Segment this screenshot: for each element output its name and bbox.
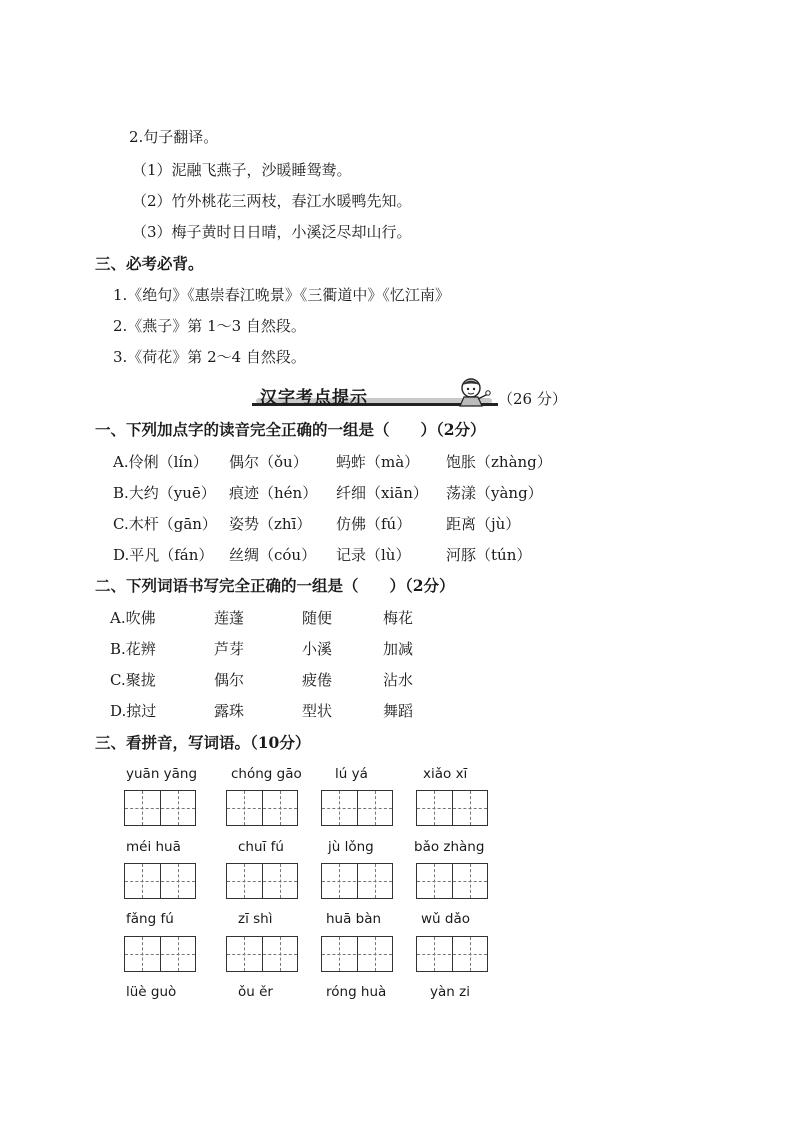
pinyin-label: lüè guò	[126, 984, 177, 1000]
q1-option: 河豚（tún）	[446, 546, 532, 564]
q3-heading: 三、看拼音，写词语。（10分）	[95, 733, 311, 752]
q2-option: 疲倦	[302, 671, 333, 689]
writing-grid[interactable]	[124, 936, 196, 972]
q1-option: 痕迹（hén）	[229, 484, 318, 502]
writing-grid[interactable]	[226, 790, 298, 826]
translate-item-1: （1）泥融飞燕子，沙暖睡鸳鸯。	[132, 161, 352, 179]
writing-grid[interactable]	[124, 863, 196, 899]
pinyin-label: yàn zi	[430, 984, 470, 1000]
q2-option: 沾水	[383, 671, 414, 689]
q2-option: 偶尔	[214, 671, 245, 689]
pinyin-label: lú yá	[335, 766, 368, 782]
recite-item-2: 2.《燕子》第 1～3 自然段。	[113, 317, 306, 335]
translate-item-2: （2）竹外桃花三两枝，春江水暖鸭先知。	[132, 192, 412, 210]
q1-option: 荡漾（yàng）	[446, 484, 543, 502]
q2-option: 梅花	[383, 609, 414, 627]
pinyin-label: jù lǒng	[328, 839, 374, 855]
writing-grid[interactable]	[321, 936, 393, 972]
q1-option: 距离（jù）	[446, 515, 521, 533]
writing-grid[interactable]	[226, 936, 298, 972]
q1-option: C.木杆（gān）	[113, 515, 217, 533]
q1-heading: 一、下列加点字的读音完全正确的一组是（ ）（2分）	[95, 420, 486, 439]
writing-grid[interactable]	[321, 790, 393, 826]
q2-option: A.吹佛	[110, 609, 156, 627]
q2-option: B.花辨	[110, 640, 156, 658]
pinyin-label: róng huà	[326, 984, 387, 1000]
banner-title: 汉字考点提示	[260, 388, 368, 408]
banner-score: （26 分）	[498, 390, 567, 408]
pinyin-label: chóng gāo	[231, 766, 302, 782]
q2-option: 加减	[383, 640, 414, 658]
pinyin-label: méi huā	[126, 839, 181, 855]
pinyin-label: yuān yāng	[126, 766, 198, 782]
pinyin-label: ǒu ěr	[238, 984, 273, 1000]
q2-option: 露珠	[214, 702, 245, 720]
writing-grid[interactable]	[226, 863, 298, 899]
q1-option: D.平凡（fán）	[113, 546, 214, 564]
q1-option: 饱胀（zhàng）	[446, 453, 552, 471]
writing-grid[interactable]	[416, 936, 488, 972]
writing-grid[interactable]	[124, 790, 196, 826]
q1-option: 姿势（zhī）	[229, 515, 312, 533]
writing-grid[interactable]	[416, 790, 488, 826]
q2-option: C.聚拢	[110, 671, 156, 689]
q1-option: 偶尔（ǒu）	[229, 453, 308, 471]
pinyin-label: wǔ dǎo	[421, 911, 470, 927]
pinyin-label: fǎng fú	[126, 911, 174, 927]
pinyin-label: xiǎo xī	[423, 766, 468, 782]
q2-option: D.掠过	[110, 702, 157, 720]
recite-item-3: 3.《荷花》第 2～4 自然段。	[113, 348, 306, 366]
cartoon-kid-icon	[456, 376, 492, 410]
q1-option: 仿佛（fú）	[336, 515, 412, 533]
q2-option: 随便	[302, 609, 333, 627]
q2-option: 小溪	[302, 640, 333, 658]
q2-heading: 二、下列词语书写完全正确的一组是（ ）（2分）	[95, 576, 455, 595]
q1-option: 蚂蚱（mà）	[336, 453, 420, 471]
q2-option: 舞蹈	[383, 702, 414, 720]
q1-option: 丝绸（cóu）	[229, 546, 317, 564]
pinyin-label: huā bàn	[326, 911, 382, 927]
translate-heading: 2.句子翻译。	[129, 128, 219, 146]
q2-option: 莲蓬	[214, 609, 245, 627]
q2-option: 型状	[302, 702, 333, 720]
recite-heading: 三、必考必背。	[95, 254, 204, 273]
pinyin-label: chuī fú	[238, 839, 284, 855]
q1-option: 纤细（xiān）	[336, 484, 428, 502]
q1-option: A.伶俐（lín）	[113, 453, 208, 471]
q2-option: 芦芽	[214, 640, 245, 658]
pinyin-label: zī shì	[238, 911, 273, 927]
writing-grid[interactable]	[416, 863, 488, 899]
recite-item-1: 1.《绝句》《惠崇春江晚景》《三衢道中》《忆江南》	[113, 286, 450, 304]
q1-option: 记录（lù）	[336, 546, 411, 564]
translate-item-3: （3）梅子黄时日日晴，小溪泛尽却山行。	[132, 223, 412, 241]
q1-option: B.大约（yuē）	[113, 484, 216, 502]
writing-grid[interactable]	[321, 863, 393, 899]
pinyin-label: bǎo zhàng	[414, 839, 485, 855]
